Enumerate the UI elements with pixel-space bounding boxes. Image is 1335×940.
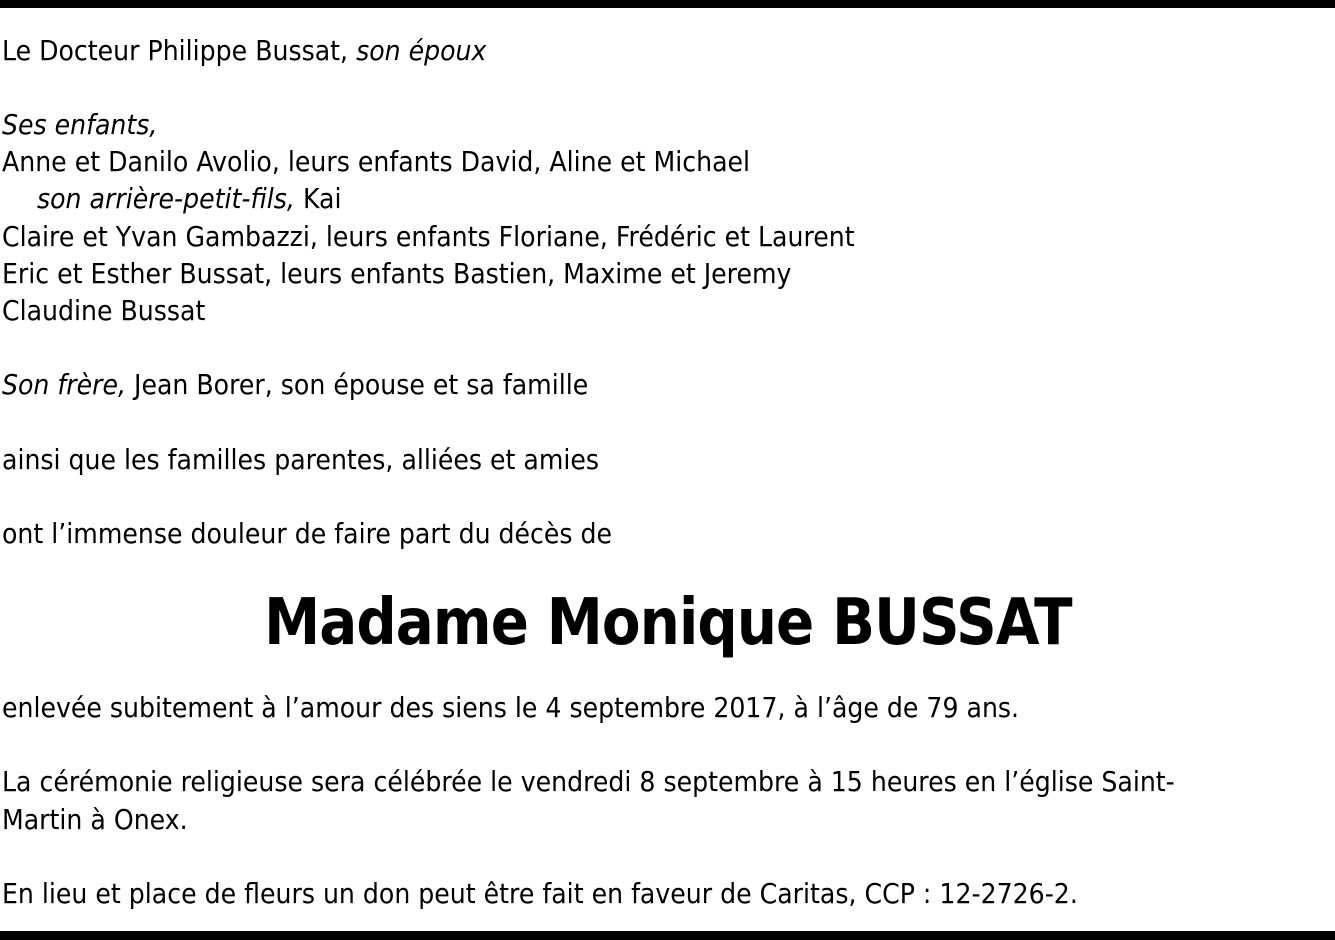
family-line-1: Anne et Danilo Avolio, leurs enfants David, Aline et Michael: [2, 145, 751, 178]
bottom-border: [0, 931, 1335, 940]
great-grandson-role: son arrière-petit-fils,: [37, 182, 295, 215]
husband-role: son époux: [356, 34, 487, 67]
great-grandson-line: [37, 181, 341, 217]
deceased-name: [0, 583, 1335, 663]
top-border: [0, 0, 1335, 8]
relatives-line: ainsi que les familles parentes, alliées et amies: [2, 443, 600, 476]
brother-text: Jean Borer, son épouse et sa famille: [134, 368, 589, 401]
family-line-3: Eric et Esther Bussat, leurs enfants Bastien, Maxime et Jeremy: [2, 257, 792, 290]
donation-line: En lieu et place de fleurs un don peut être fait en faveur de Caritas, CCP : 12-2726-2.: [2, 877, 1078, 910]
great-grandson-name: Kai: [302, 182, 342, 215]
family-line-2: Claire et Yvan Gambazzi, leurs enfants Floriane, Frédéric et Laurent: [2, 220, 855, 253]
announcement-line: ont l’immense douleur de faire part du décès de: [2, 517, 613, 550]
ceremony-line-2: Martin à Onex.: [2, 803, 188, 836]
brother-role: Son frère,: [2, 368, 127, 401]
brother-line: [2, 367, 588, 403]
ceremony-line-1: La cérémonie religieuse sera célébrée le vendredi 8 septembre à 15 heures en l’église Saint-: [2, 765, 1175, 798]
family-line-4: Claudine Bussat: [2, 294, 206, 327]
husband-name: Le Docteur Philippe Bussat,: [2, 34, 349, 67]
husband-line: [2, 33, 486, 69]
children-heading: Ses enfants,: [2, 108, 158, 141]
deceased-name-text: Madame Monique BUSSAT: [263, 586, 1072, 660]
passing-line: enlevée subitement à l’amour des siens le 4 septembre 2017, à l’âge de 79 ans.: [2, 691, 1020, 724]
